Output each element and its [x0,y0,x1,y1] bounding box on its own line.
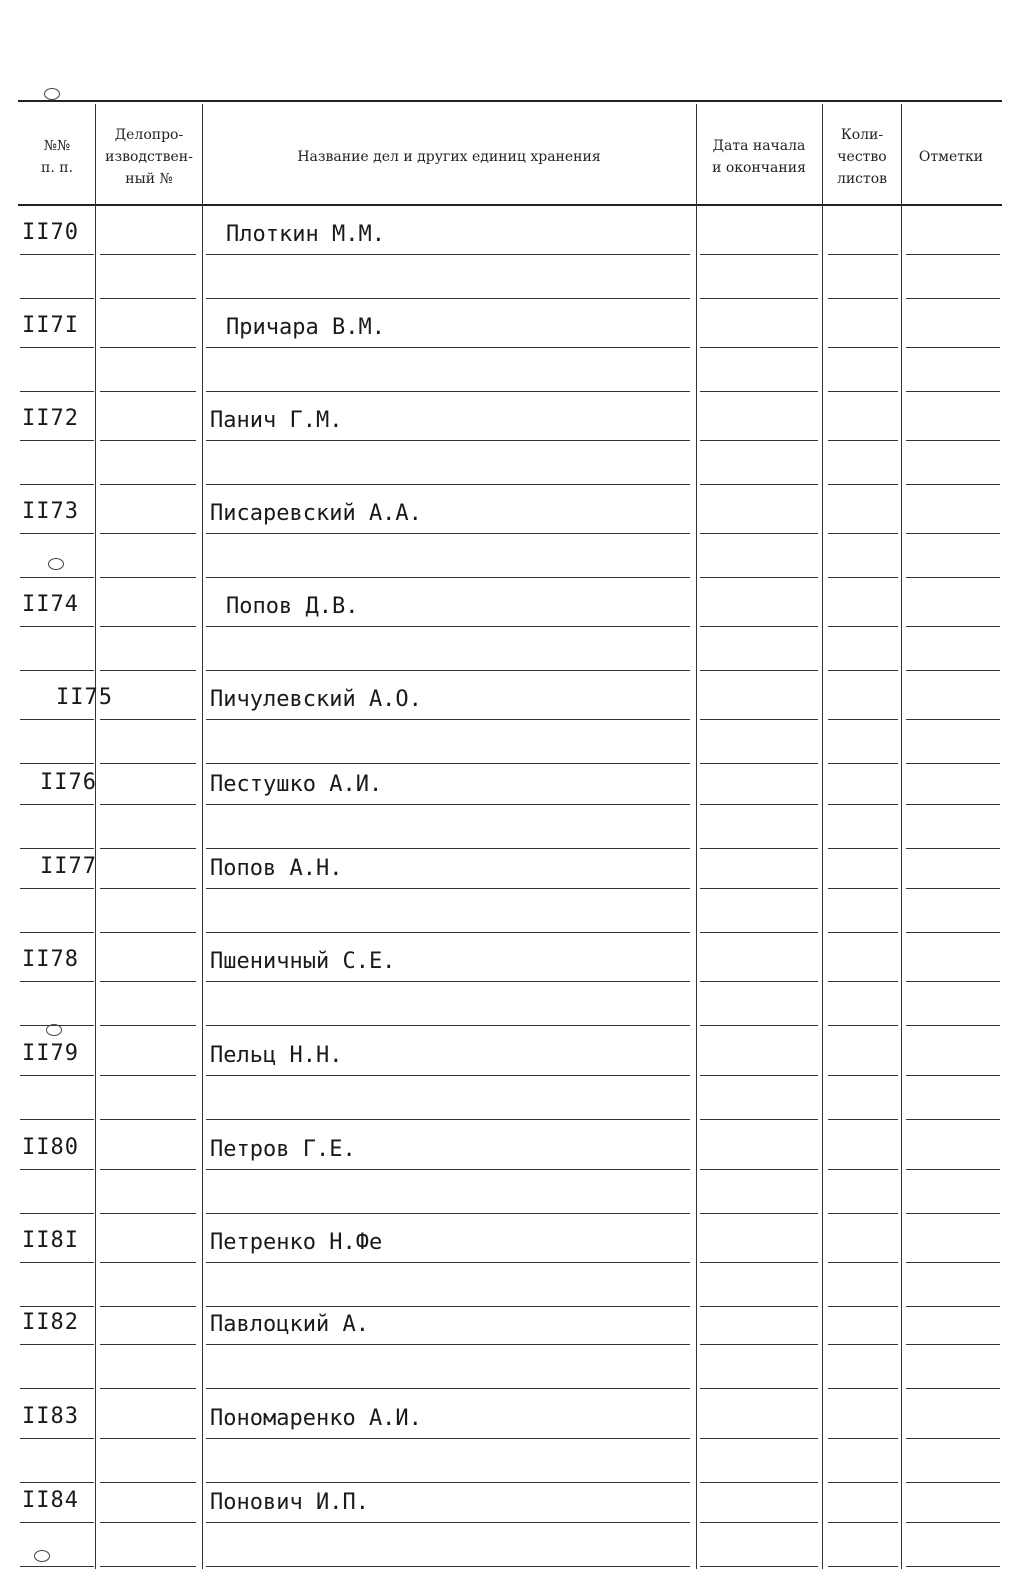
ruled-line [100,1075,196,1076]
ruled-line [20,670,94,671]
ruled-line [906,626,1000,627]
ruled-line [206,440,690,441]
ruled-line [700,577,818,578]
ruled-line [20,888,94,889]
table-row [0,1302,1024,1394]
item-number: II82 [22,1310,79,1335]
ruled-line [700,533,818,534]
ruled-line [828,888,898,889]
ruled-line [828,533,898,534]
table-row [0,1127,1024,1219]
ruled-line [20,484,94,485]
ruled-line [906,1025,1000,1026]
ruled-line [828,848,898,849]
punch-hole [48,558,64,570]
ruled-line [828,1119,898,1120]
ruled-line [100,1344,196,1345]
ruled-line [906,254,1000,255]
item-number: II80 [22,1135,79,1160]
ruled-line [20,1344,94,1345]
ruled-line [906,1262,1000,1263]
ruled-line [100,254,196,255]
ruled-line [20,1438,94,1439]
ruled-line [206,1344,690,1345]
table-top-rule [18,100,1002,102]
ruled-line [206,391,690,392]
item-number: II77 [40,854,97,879]
item-name: Понович И.П. [210,1490,369,1515]
ruled-line [100,1482,196,1483]
table-row [0,677,1024,769]
ruled-line [828,1025,898,1026]
ruled-line [206,1566,690,1567]
ruled-line [906,298,1000,299]
ruled-line [100,1388,196,1389]
ruled-line [906,888,1000,889]
ruled-line [20,626,94,627]
ruled-line [20,1306,94,1307]
ruled-line [100,1262,196,1263]
ruled-line [700,1522,818,1523]
ruled-line [906,981,1000,982]
ruled-line [100,981,196,982]
item-name: Писаревский А.А. [210,501,422,526]
ruled-line [828,391,898,392]
ruled-line [100,1438,196,1439]
item-name: Плоткин М.М. [226,222,385,247]
ruled-line [206,1075,690,1076]
ruled-line [206,347,690,348]
ruled-line [906,719,1000,720]
ruled-line [828,298,898,299]
header-title: Название дел и других единиц хранения [297,149,601,165]
table-row [0,398,1024,490]
ruled-line [206,1482,690,1483]
item-number: II75 [56,685,113,710]
item-name: Пичулевский А.О. [210,687,422,712]
ruled-line [20,763,94,764]
table-row [0,491,1024,583]
ruled-line [100,1566,196,1567]
item-number: II76 [40,770,97,795]
ruled-line [700,1262,818,1263]
ruled-line [100,1169,196,1170]
ruled-line [700,1306,818,1307]
ruled-line [828,1169,898,1170]
ruled-line [20,1119,94,1120]
ruled-line [20,298,94,299]
table-row [0,846,1024,938]
ruled-line [700,1169,818,1170]
ruled-line [700,888,818,889]
ruled-line [20,1482,94,1483]
ruled-line [828,1075,898,1076]
item-number: II73 [22,499,79,524]
ruled-line [828,440,898,441]
ruled-line [828,763,898,764]
ruled-line [20,1388,94,1389]
table-row [0,762,1024,854]
ruled-line [906,1438,1000,1439]
ruled-line [206,577,690,578]
ruled-line [700,298,818,299]
ruled-line [206,848,690,849]
ruled-line [206,1169,690,1170]
ruled-line [100,1213,196,1214]
ruled-line [906,577,1000,578]
ruled-line [206,254,690,255]
ruled-line [828,577,898,578]
ruled-line [100,804,196,805]
ruled-line [20,1262,94,1263]
ruled-line [906,804,1000,805]
ruled-line [828,804,898,805]
item-name: Петренко Н.Фе [210,1230,383,1255]
ruled-line [100,440,196,441]
ruled-line [206,484,690,485]
ruled-line [906,440,1000,441]
ruled-line [700,1213,818,1214]
header-dates: Дата начала и окончания [712,138,806,176]
ruled-line [906,1075,1000,1076]
ruled-line [906,1566,1000,1567]
ruled-line [100,719,196,720]
ruled-line [700,804,818,805]
ruled-line [100,347,196,348]
ruled-line [828,670,898,671]
item-name: Пшеничный С.Е. [210,949,396,974]
ruled-line [100,670,196,671]
ruled-line [206,888,690,889]
ruled-line [206,1262,690,1263]
ruled-line [700,1075,818,1076]
ruled-line [20,981,94,982]
ruled-line [828,1522,898,1523]
ruled-line [20,440,94,441]
ruled-line [700,1482,818,1483]
ruled-line [700,763,818,764]
table-row [0,1396,1024,1488]
ruled-line [206,932,690,933]
ruled-line [828,1213,898,1214]
ruled-line [206,763,690,764]
ruled-line [206,533,690,534]
ruled-line [906,1306,1000,1307]
header-sheets: Коли- чество листов [836,127,888,187]
ruled-line [100,1119,196,1120]
punch-hole [34,1550,50,1562]
ruled-line [100,1025,196,1026]
item-name: Попов А.Н. [210,856,343,881]
ruled-line [906,1522,1000,1523]
ruled-line [828,1306,898,1307]
ruled-line [700,1438,818,1439]
ruled-line [906,1213,1000,1214]
ruled-line [206,626,690,627]
ruled-line [700,1025,818,1026]
ruled-line [700,1119,818,1120]
ruled-line [206,1213,690,1214]
ruled-line [700,1344,818,1345]
ruled-line [828,1438,898,1439]
ruled-line [906,1388,1000,1389]
item-number: II70 [22,220,79,245]
ruled-line [100,577,196,578]
ruled-line [206,1025,690,1026]
item-name: Павлоцкий А. [210,1312,369,1337]
ruled-line [906,932,1000,933]
ruled-line [20,1075,94,1076]
header-number: №№ п. п. [40,138,73,176]
ruled-line [100,484,196,485]
ruled-line [20,254,94,255]
ruled-line [206,1306,690,1307]
punch-hole-top [44,88,60,100]
table-row [0,305,1024,397]
ruled-line [100,626,196,627]
table-row [0,1220,1024,1312]
ruled-line [906,533,1000,534]
table-row [0,1033,1024,1125]
ruled-line [828,1262,898,1263]
item-name: Попов Д.В. [226,594,359,619]
ruled-line [206,719,690,720]
ruled-line [700,484,818,485]
ruled-line [100,888,196,889]
ruled-line [20,804,94,805]
ruled-line [906,484,1000,485]
ruled-line [700,347,818,348]
ruled-line [906,1119,1000,1120]
item-name: Причара В.М. [226,315,385,340]
ruled-line [20,391,94,392]
ruled-line [20,533,94,534]
ruled-line [828,719,898,720]
ruled-line [828,347,898,348]
ruled-line [100,932,196,933]
ruled-line [700,932,818,933]
table-row [0,1480,1024,1572]
ruled-line [906,763,1000,764]
item-number: II79 [22,1041,79,1066]
item-number: II7I [22,313,79,338]
ruled-line [206,804,690,805]
ruled-line [20,1522,94,1523]
item-name: Пестушко А.И. [210,772,383,797]
ruled-line [100,533,196,534]
ruled-line [906,347,1000,348]
ruled-line [206,670,690,671]
ruled-line [100,391,196,392]
table-row [0,584,1024,676]
item-name: Пономаренко А.И. [210,1406,422,1431]
ruled-line [700,719,818,720]
table-row [0,212,1024,304]
ruled-line [906,670,1000,671]
ruled-line [700,670,818,671]
ruled-line [906,848,1000,849]
ruled-line [100,1522,196,1523]
ruled-line [700,254,818,255]
ruled-line [100,848,196,849]
ruled-line [828,1566,898,1567]
punch-hole [46,1024,62,1036]
ruled-line [20,1169,94,1170]
ruled-line [206,298,690,299]
ruled-line [20,932,94,933]
header-bottom-rule [18,204,1002,206]
ruled-line [700,626,818,627]
item-number: II72 [22,406,79,431]
item-number: II78 [22,947,79,972]
ruled-line [700,1388,818,1389]
ruled-line [828,1388,898,1389]
header-office-number: Делопро- изводствен- ный № [105,127,193,187]
ruled-line [20,1213,94,1214]
ruled-line [20,1566,94,1567]
ruled-line [828,1344,898,1345]
item-name: Пельц Н.Н. [210,1043,343,1068]
item-number: II84 [22,1488,79,1513]
ruled-line [100,1306,196,1307]
ruled-line [206,1522,690,1523]
item-name: Панич Г.М. [210,408,343,433]
ruled-line [206,1119,690,1120]
ruled-line [700,440,818,441]
ruled-line [828,981,898,982]
ruled-line [828,254,898,255]
ruled-line [206,1388,690,1389]
ruled-line [700,391,818,392]
header-notes: Отметки [918,149,984,165]
ruled-line [906,391,1000,392]
item-name: Петров Г.Е. [210,1137,356,1162]
ruled-line [828,484,898,485]
ruled-line [700,848,818,849]
ruled-line [828,1482,898,1483]
item-number: II74 [22,592,79,617]
ruled-line [100,298,196,299]
table-row [0,939,1024,1031]
ruled-line [828,626,898,627]
ruled-line [206,981,690,982]
ruled-line [100,763,196,764]
item-number: II83 [22,1404,79,1429]
ruled-line [700,1566,818,1567]
ruled-line [20,577,94,578]
ruled-line [20,848,94,849]
ruled-line [906,1482,1000,1483]
ruled-line [20,347,94,348]
ruled-line [906,1344,1000,1345]
ruled-line [206,1438,690,1439]
ruled-line [700,981,818,982]
ruled-line [906,1169,1000,1170]
item-number: II8I [22,1228,79,1253]
ruled-line [20,719,94,720]
ruled-line [828,932,898,933]
